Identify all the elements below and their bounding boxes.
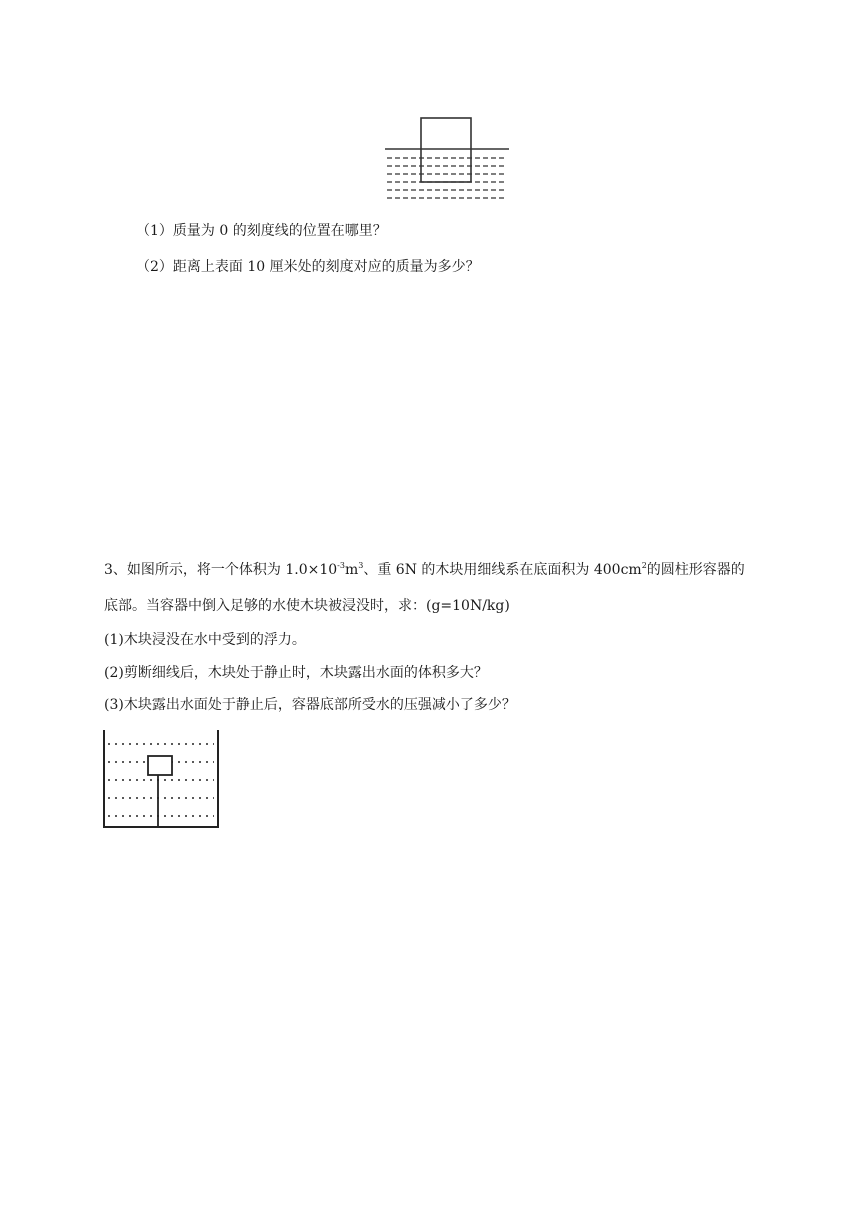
problem3-intro-line1	[104, 560, 745, 580]
container-block-figure	[100, 728, 225, 830]
problem3-question1: (1)木块浸没在水中受到的浮力。	[104, 632, 306, 648]
floating-block-figure	[383, 112, 511, 202]
intro-text-a: 3、如图所示，将一个体积为 1.0×10	[104, 562, 338, 578]
intro-text-c: 、重 6N 的木块用细线系在底面积为 400cm	[363, 562, 642, 578]
exponent-neg3: -3	[337, 561, 345, 570]
wood-block	[148, 756, 172, 775]
intro-unit-m: m	[344, 562, 359, 578]
exponent-2: 2	[641, 561, 647, 570]
problem2-question2: （2）距离上表面 10 厘米处的刻度对应的质量为多少？	[136, 259, 480, 275]
problem3-intro-line2: 底部。当容器中倒入足够的水使木块被浸没时，求：(g=10N/kg)	[104, 598, 510, 614]
block-outline	[421, 118, 471, 182]
problem3-question2: (2)剪断细线后，木块处于静止时，木块露出水面的体积多大？	[104, 665, 488, 681]
intro-text-d: 的圆柱形容器的	[646, 562, 745, 578]
problem2-question1: （1）质量为 0 的刻度线的位置在哪里？	[136, 223, 387, 239]
exponent-3: 3	[358, 561, 364, 570]
problem3-question3: (3)木块露出水面处于静止后，容器底部所受水的压强减小了多少？	[104, 697, 516, 713]
